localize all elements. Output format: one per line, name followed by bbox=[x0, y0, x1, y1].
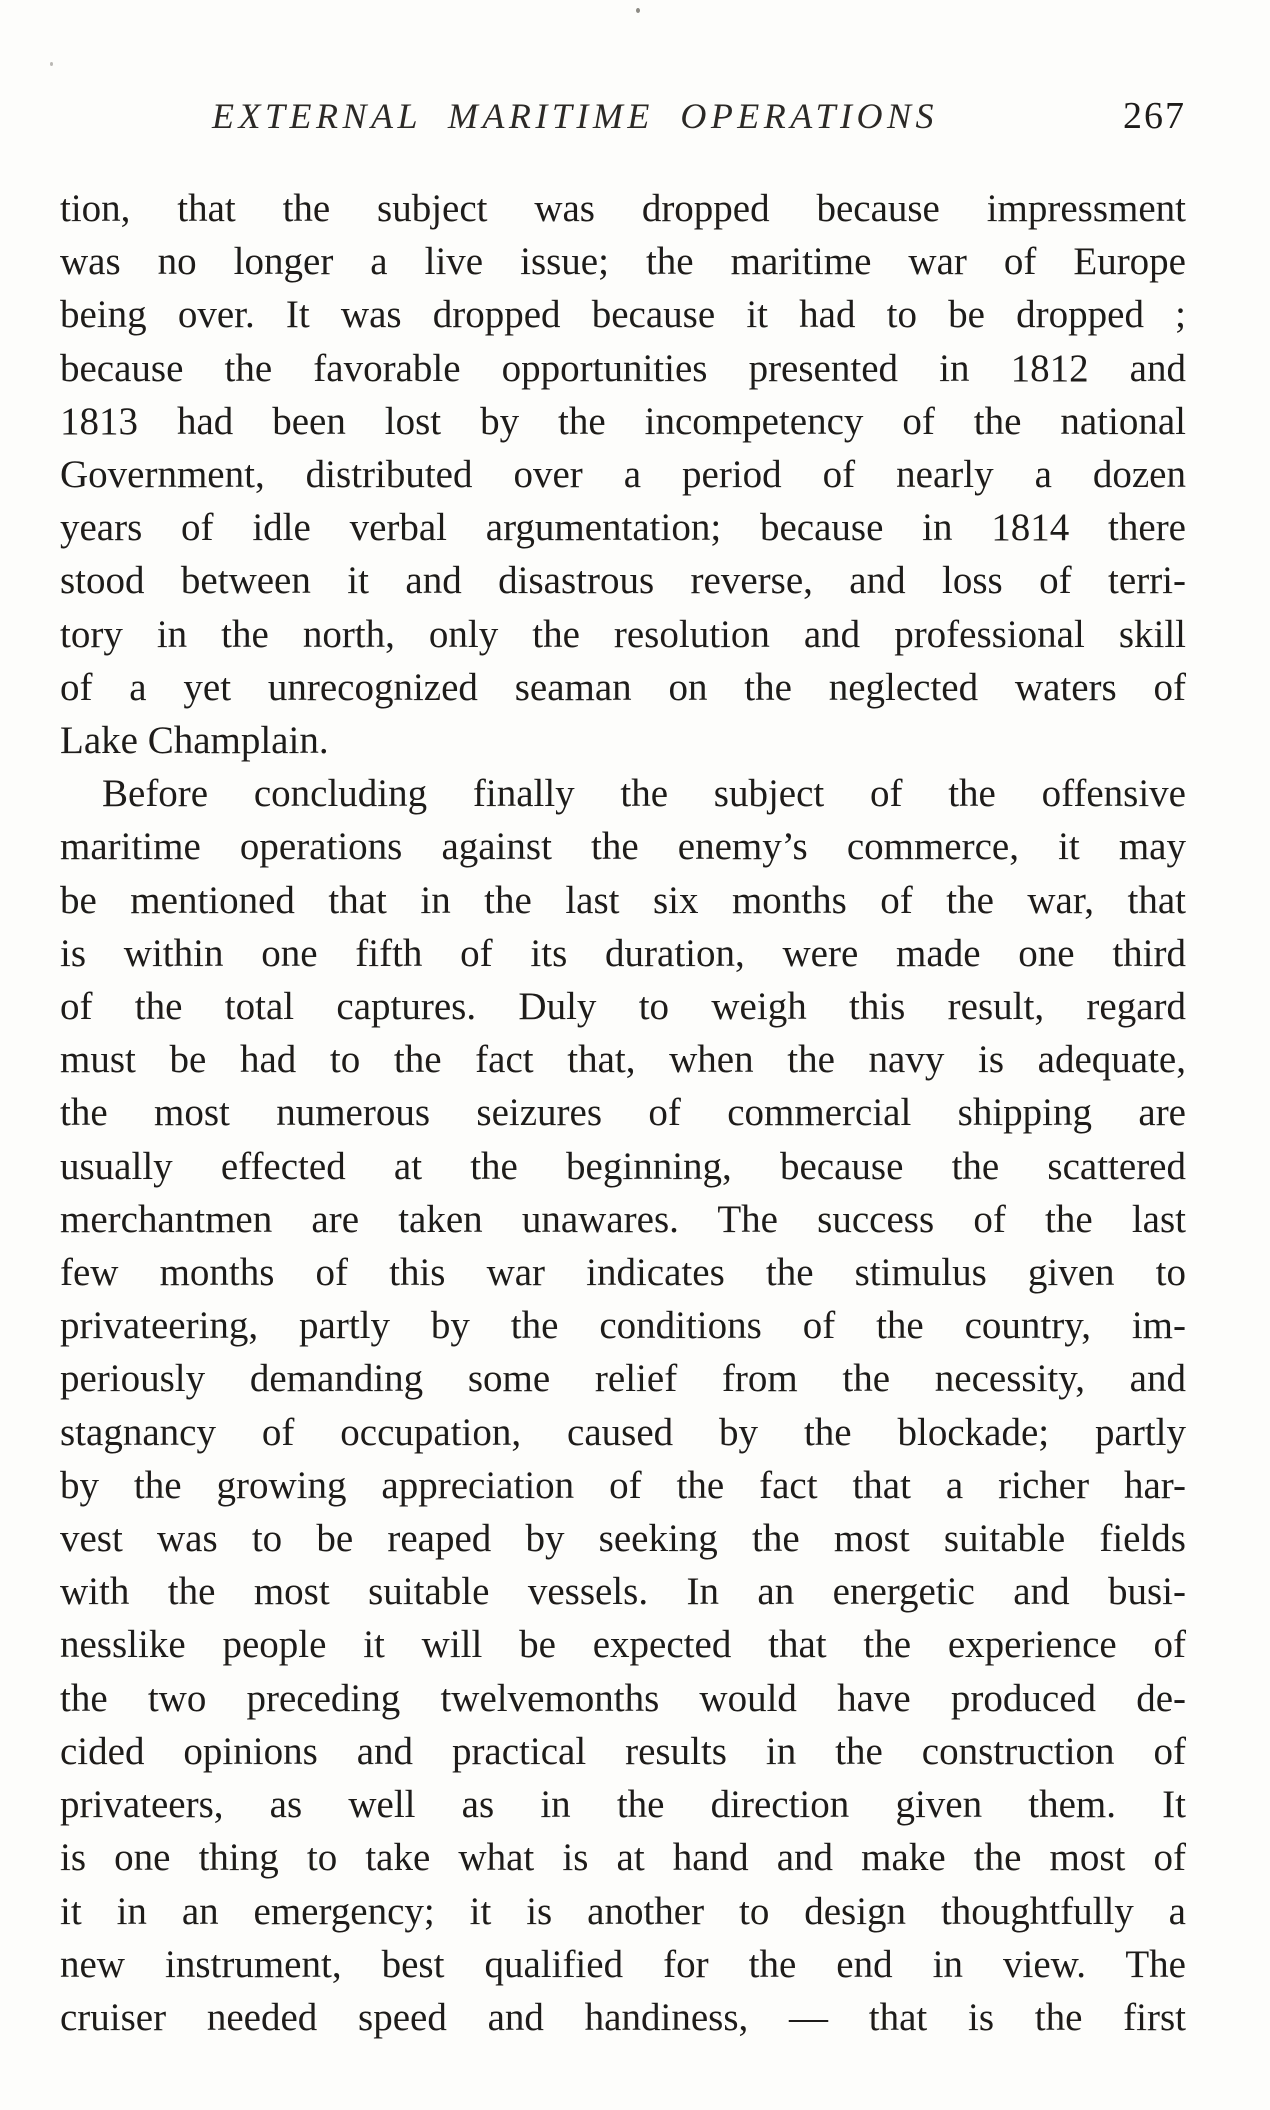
text-line: Before concluding finally the subject of the offensive bbox=[102, 772, 1186, 816]
text-line: nesslike people it will be expected that the experience of bbox=[60, 1623, 1186, 1667]
text-line: years of idle verbal argumentation; because in 1814 there bbox=[60, 506, 1186, 550]
page-body bbox=[60, 182, 1186, 2044]
text-line: privateering, partly by the conditions of the country, im- bbox=[60, 1304, 1186, 1348]
text-line: it in an emergency; it is another to design thoughtfully a bbox=[60, 1889, 1186, 1933]
text-line: few months of this war indicates the stimulus given to bbox=[60, 1251, 1186, 1295]
text-line: of a yet unrecognized seaman on the neglected waters of bbox=[60, 665, 1186, 709]
text-line: of the total captures. Duly to weigh this result, regard bbox=[60, 985, 1186, 1029]
text-line: Lake Champlain. bbox=[60, 719, 329, 763]
text-line: tory in the north, only the resolution and professional skill bbox=[60, 612, 1186, 656]
text-line: by the growing appreciation of the fact that a richer har- bbox=[60, 1463, 1186, 1507]
text-line: new instrument, best qualified for the end in view. The bbox=[60, 1942, 1186, 1986]
text-line: stagnancy of occupation, caused by the blockade; partly bbox=[60, 1410, 1186, 1454]
scan-artifact-dot bbox=[50, 62, 53, 66]
text-line: maritime operations against the enemy’s commerce, it may bbox=[60, 825, 1186, 869]
scan-artifact-dot bbox=[636, 8, 640, 13]
text-line: must be had to the fact that, when the navy is adequate, bbox=[60, 1038, 1186, 1082]
text-line: periously demanding some relief from the necessity, and bbox=[60, 1357, 1186, 1401]
text-line: is within one fifth of its duration, were made one third bbox=[60, 931, 1186, 975]
page-header bbox=[60, 94, 1186, 138]
text-line: privateers, as well as in the direction given them. It bbox=[60, 1783, 1186, 1827]
text-line: Government, distributed over a period of nearly a dozen bbox=[60, 453, 1186, 497]
text-line: the two preceding twelvemonths would have produced de- bbox=[60, 1676, 1186, 1720]
text-line: is one thing to take what is at hand and make the most of bbox=[60, 1836, 1186, 1880]
text-line: because the favorable opportunities presented in 1812 and bbox=[60, 346, 1186, 390]
text-line: cided opinions and practical results in the construction of bbox=[60, 1729, 1186, 1773]
text-line: vest was to be reaped by seeking the most suitable fields bbox=[60, 1517, 1186, 1561]
text-line: with the most suitable vessels. In an energetic and busi- bbox=[60, 1570, 1186, 1614]
text-line: merchantmen are taken unawares. The success of the last bbox=[60, 1197, 1186, 1241]
text-line: was no longer a live issue; the maritime war of Europe bbox=[60, 240, 1186, 284]
text-line: the most numerous seizures of commercial shipping are bbox=[60, 1091, 1186, 1135]
text-line: cruiser needed speed and handiness, — that is the first bbox=[60, 1995, 1186, 2039]
page-number: 267 bbox=[1123, 95, 1186, 137]
text-line: usually effected at the beginning, because the scattered bbox=[60, 1144, 1186, 1188]
text-line: stood between it and disastrous reverse, and loss of terri- bbox=[60, 559, 1186, 603]
text-line: being over. It was dropped because it had to be dropped ; bbox=[60, 293, 1186, 337]
text-line: be mentioned that in the last six months of the war, that bbox=[60, 878, 1186, 922]
text-line: tion, that the subject was dropped because impressment bbox=[60, 187, 1186, 230]
running-head: EXTERNAL MARITIME OPERATIONS bbox=[212, 96, 938, 136]
text-line: 1813 had been lost by the incompetency of the national bbox=[60, 399, 1186, 443]
